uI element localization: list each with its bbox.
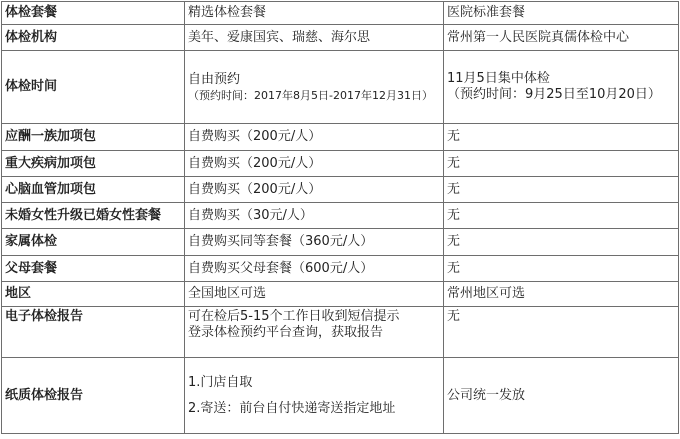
hospital-package-cell: 公司统一发放 — [444, 358, 679, 434]
cell-line: 可在检后5-15个工作日收到短信提示 — [188, 309, 400, 324]
row-label: 纸质体检报告 — [2, 358, 185, 434]
hospital-package-cell — [444, 51, 679, 124]
selected-package-cell: 全国地区可选 — [185, 282, 444, 307]
row-label: 地区 — [2, 282, 185, 307]
cell-line: 2.寄送：前台自付快递寄送指定地址 — [188, 400, 396, 416]
row-label: 家属体检 — [2, 229, 185, 256]
hospital-package-cell: 无 — [444, 256, 679, 282]
header-package-type: 体检套餐 — [2, 2, 185, 25]
selected-package-cell: 自费购买（200元/人） — [185, 177, 444, 203]
row-label: 心脑血管加项包 — [2, 177, 185, 203]
cell-line: 自由预约 — [188, 71, 241, 87]
selected-package-cell: 自费购买（30元/人） — [185, 203, 444, 229]
selected-package-cell: 自费购买同等套餐（360元/人） — [185, 229, 444, 256]
table-row — [2, 124, 679, 151]
cell-line: 登录体检预约平台查询，获取报告 — [188, 325, 384, 340]
row-label: 体检时间 — [2, 51, 185, 124]
cell-line: 1.门店自取 — [188, 374, 253, 390]
row-label: 父母套餐 — [2, 256, 185, 282]
row-label: 应酬一族加项包 — [2, 124, 185, 151]
header-selected-package: 精选体检套餐 — [185, 2, 444, 25]
hospital-package-cell: 无 — [444, 124, 679, 151]
hospital-package-cell: 无 — [444, 229, 679, 256]
table-row — [2, 229, 679, 256]
selected-package-cell — [185, 358, 444, 434]
cell-note: （预约时间：9月25日至10月20日） — [447, 87, 661, 102]
hospital-package-cell: 无 — [444, 203, 679, 229]
table-row — [2, 177, 679, 203]
selected-package-cell: 自费购买（200元/人） — [185, 124, 444, 151]
hospital-package-cell: 常州地区可选 — [444, 282, 679, 307]
hospital-package-cell: 常州第一人民医院真儒体检中心 — [444, 25, 679, 51]
comparison-table — [1, 1, 679, 434]
cell-line: 11月5日集中体检 — [447, 71, 550, 86]
table-row — [2, 203, 679, 229]
table-row — [2, 282, 679, 307]
row-label: 电子体检报告 — [2, 307, 185, 358]
row-label: 未婚女性升级已婚女性套餐 — [2, 203, 185, 229]
hospital-package-cell: 无 — [444, 307, 679, 358]
table-row — [2, 256, 679, 282]
header-hospital-package: 医院标准套餐 — [444, 2, 679, 25]
hospital-package-cell: 无 — [444, 177, 679, 203]
selected-package-cell: 美年、爱康国宾、瑞慈、海尔思 — [185, 25, 444, 51]
row-label: 体检机构 — [2, 25, 185, 51]
hospital-package-cell: 无 — [444, 151, 679, 177]
table-row — [2, 51, 679, 124]
table-row — [2, 151, 679, 177]
selected-package-cell — [185, 307, 444, 358]
cell-note: （预约时间：2017年8月5日-2017年12月31日） — [188, 88, 433, 102]
table-row — [2, 358, 679, 434]
header-row — [2, 2, 679, 25]
table-row — [2, 307, 679, 358]
table-row — [2, 25, 679, 51]
selected-package-cell — [185, 51, 444, 124]
selected-package-cell: 自费购买（200元/人） — [185, 151, 444, 177]
selected-package-cell: 自费购买父母套餐（600元/人） — [185, 256, 444, 282]
row-label: 重大疾病加项包 — [2, 151, 185, 177]
